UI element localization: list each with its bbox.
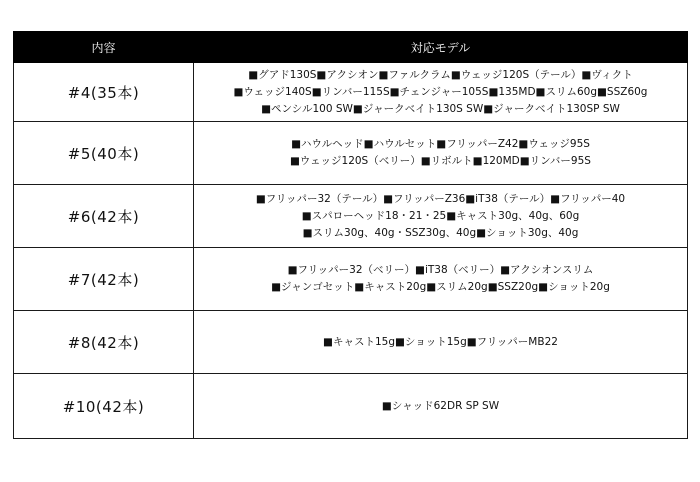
table-row: [14, 122, 688, 185]
row-models: [194, 248, 688, 311]
model-line: ■キャスト15g■ショット15g■フリッパーMB22: [323, 335, 558, 348]
row-category: #4(35本): [14, 63, 194, 122]
table-row: [14, 185, 688, 248]
header-compatible-models: 対応モデル: [194, 32, 688, 63]
row-category: #6(42本): [14, 185, 194, 248]
row-models: [194, 185, 688, 248]
row-category: #5(40本): [14, 122, 194, 185]
table-row: [14, 374, 688, 439]
model-line: ■スパローヘッド18・21・25■キャスト30g、40g、60g: [301, 209, 580, 222]
table-row: [14, 248, 688, 311]
header-content: 内容: [14, 32, 194, 63]
table-row: [14, 63, 688, 122]
row-models: [194, 122, 688, 185]
row-models: [194, 374, 688, 439]
row-category: #7(42本): [14, 248, 194, 311]
model-line: ■ジャンゴセット■キャスト20g■スリム20g■SSZ20g■ショット20g: [271, 281, 610, 293]
model-line: ■ハウルヘッド■ハウルセット■フリッパーZ42■ウェッジ95S: [291, 138, 590, 150]
row-models: [194, 63, 688, 122]
model-line: ■ウェッジ120S（ベリー）■リボルト■120MD■リンバー95S: [290, 155, 591, 167]
compatibility-table-wrapper: [13, 31, 687, 439]
model-line: ■ペンシル100 SW■ジャークベイト130S SW■ジャークベイト130SP SW: [261, 102, 620, 115]
header-row: [14, 32, 688, 63]
table-row: [14, 311, 688, 374]
row-category: #10(42本): [14, 374, 194, 439]
compatibility-table: [13, 31, 688, 439]
model-line: ■グアド130S■アクシオン■ファルクラム■ウェッジ120S（テール）■ヴィクト: [248, 68, 633, 81]
model-line: ■ウェッジ140S■リンバー115S■チェンジャー105S■135MD■スリム60g■SSZ60g: [233, 85, 648, 98]
row-models: [194, 311, 688, 374]
model-line: ■シャッド62DR SP SW: [381, 399, 500, 412]
model-line: ■フリッパー32（ベリー）■iT38（ベリー）■アクシオンスリム: [287, 264, 594, 276]
row-category: #8(42本): [14, 311, 194, 374]
model-line: ■フリッパー32（テール）■フリッパーZ36■iT38（テール）■フリッパー40: [255, 192, 626, 205]
model-line: ■スリム30g、40g・SSZ30g、40g■ショット30g、40g: [302, 226, 579, 239]
